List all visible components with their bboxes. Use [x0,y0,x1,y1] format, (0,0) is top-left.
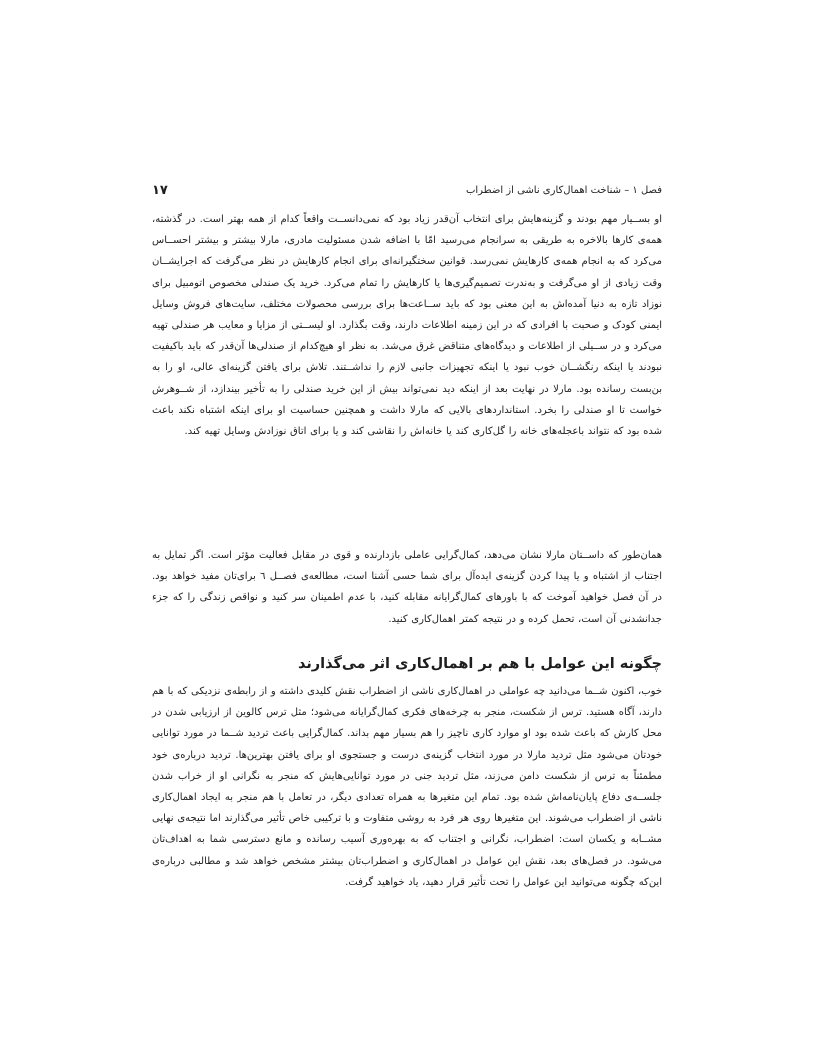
page-number: ۱۷ [152,183,168,198]
section-heading: چگونه این عوامل با هم بر اهمال‌کاری اثر می‌گذارند [297,656,662,672]
body-paragraph: او بســیار مهم بودند و گزینه‌هایش برای انتخاب آن‌قدر زیاد بود که نمی‌دانســت واقعاً کدام از همه بهتر است. در گذشته، همه‌ی کارها بالاخره به طریقی به سرانجام می‌رسید امّا با اضافه شدن مسئولیت مادری، مارلا بیشتر و بیشتر احســاس می‌کرد که به انجام همه‌ی کارهایش نمی‌رسد. قوانین سختگیرانه‌ای برای انجام کارهایش در نظر می‌گرفت که اجرایشــان وقت زیادی از او می‌گرفت و به‌ندرت تصمیم‌گیری‌ها یا کارهایش را تمام می‌کرد. خرید یک صندلی مخصوص اتومبیل برای نوزاد تازه به دنیا آمده‌اش به این معنی بود که باید ســاعت‌ها برای بررسی محصولات مختلف، سایت‌های فروش وسایل ایمنی کودک و صحبت با افرادی که در این زمینه اطلاعات دارند، وقت بگذارد. او لیســتی از مزایا و معایب هر صندلی تهیه می‌کرد و در ســیلی از اطلاعات و دیدگاه‌های متناقض غرق می‌شد. به نظر او هیچ‌کدام از صندلی‌ها آن‌قدر که باید باکیفیت نبودند یا اینکه رنگشــان خوب نبود یا اینکه تجهیزات جانبی لازم را نداشــتند. تلاش برای یافتن گزینه‌ای عالی، او را به بن‌بست رسانده بود. مارلا در نهایت بعد از اینکه دید نمی‌تواند بیش از این خرید صندلی را به تأخیر بیندازد، از شــوهرش خواست تا او صندلی را بخرد. استانداردهای بالایی که مارلا داشت و همچنین حساسیت او برای اینکه اشتباه نکند باعث شده بود که نتواند باعجله‌های خانه را گل‌کاری کند یا خانه‌اش را نقاشی کند و یا برای اتاق نوزادش وسایل تهیه کند. [152,214,662,438]
body-paragraph: خوب، اکنون شــما می‌دانید چه عواملی در اهمال‌کاری ناشی از اضطراب نقش کلیدی داشته و از رابطه‌ی نزدیکی که با هم دارند، آگاه هستید. ترس از شکست، منجر به چرخه‌های فکری کمال‌گرایانه می‌شود؛ مثل ترس کالوین از ارزیابی شدن در محل کارش که باعث شده بود او موارد کاری ناچیز را هم بسیار مهم بداند. کمال‌گرایی باعث تردید شــما در مورد توانایی خودتان می‌شود مثل تردید مارلا در مورد انتخاب گزینه‌ی درست و جستجوی او برای یافتن بهترین‌ها. تردید درباره‌ی خود مطمئناً به ترس از شکست دامن می‌زند، مثل تردید جنی در مورد توانایی‌هایش که منجر به نگرانی او از خراب شدن جلســه‌ی دفاع پایان‌نامه‌اش شده بود. تمام این متغیرها به همراه تعدادی دیگر، در تعامل با هم منجر به ایجاد اهمال‌کاری ناشی از اضطراب می‌شوند. این متغیرها روی هر فرد به روشی متفاوت و با ترکیبی خاص تأثیر می‌گذارند اما نتیجه‌ی نهایی مشــابه و یکسان است: اضطراب، نگرانی و اجتناب که به بهره‌وری آسیب رسانده و مانع دسترسی شما به اهداف‌تان می‌شود. در فصل‌های بعد، نقش این عوامل در اهمال‌کاری و اضطراب‌تان بیشتر مشخص خواهد شد و مطالبی درباره‌ی این‌که چگونه می‌توانید این عوامل را تحت تأثیر قرار دهید، یاد خواهید گرفت. [152,686,662,888]
running-head [152,181,662,201]
body-paragraph: همان‌طور که داســتان مارلا نشان می‌دهد، کمال‌گرایی عاملی بازدارنده و قوی در مقابل فعالیت مؤثر است. اگر تمایل به اجتناب از اشتباه و یا پیدا کردن گزینه‌ی ایده‌آل برای شما حسی آشنا است، مطالعه‌ی فصــل ٦ برای‌تان مفید خواهد بود. در آن فصل خواهید آموخت که با باورهای کمال‌گرایانه مقابله کنید، با عدم اطمینان سر کنید و نواقص زندگی را که جزء جدانشدنی آن است، تحمل کرده و در نتیجه کمتر اهمال‌کاری کنید. [152,550,662,625]
chapter-title: فصل ۱ – شناخت اهمال‌کاری ناشی از اضطراب [465,185,662,196]
